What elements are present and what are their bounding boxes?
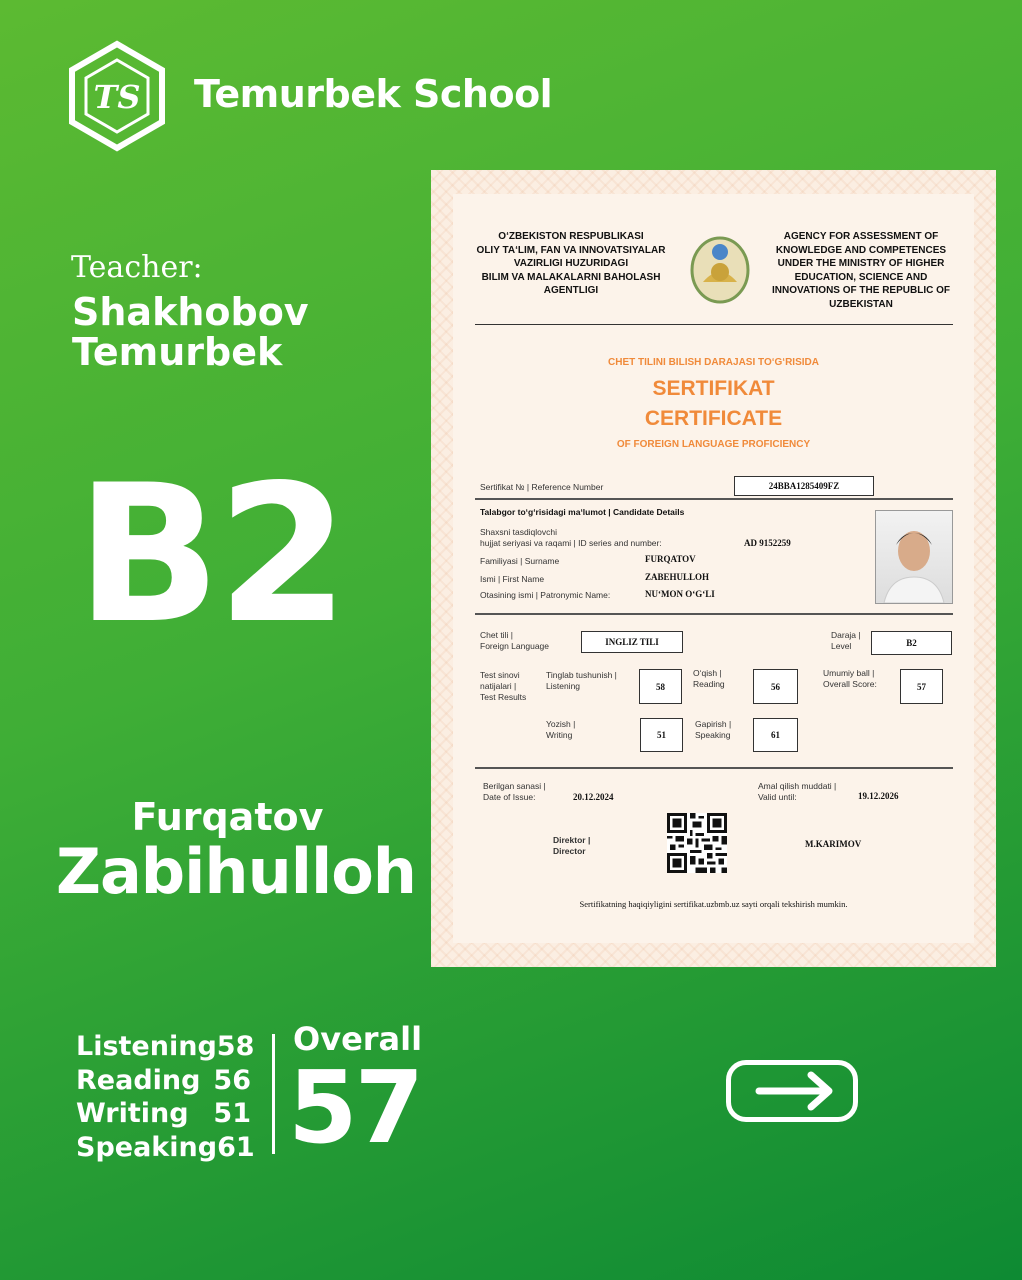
score-value: 51 (213, 1098, 251, 1129)
director-label: Direktor | Director (553, 835, 591, 856)
student-first-name: Furqatov (131, 795, 324, 839)
score-divider (272, 1034, 275, 1154)
student-last-name: Zabihulloh (56, 835, 416, 908)
divider (475, 498, 953, 500)
reference-number: 24BBA1285409FZ (734, 476, 874, 496)
teacher-first-name: Shakhobov (72, 290, 309, 334)
score-label: Reading (76, 1064, 201, 1096)
language-value: INGLIZ TILI (581, 631, 683, 653)
header-right: AGENCY FOR ASSESSMENT OF KNOWLEDGE AND COMPETENCES UNDER THE MINISTRY OF HIGHER EDUCATION, SCIENCE AND INNOVATIONS OF THE REPUBLIC OF UZBEKISTAN (772, 231, 950, 310)
next-button[interactable] (726, 1060, 858, 1122)
teacher-label: Teacher: (71, 250, 203, 285)
language-label: Foreign Language (480, 641, 550, 651)
teacher-name (72, 292, 309, 372)
issue-label: Berilgan sanasi | Date of Issue: (483, 781, 546, 802)
overall-score-label: Umumiy ball | Overall Score: (823, 668, 877, 689)
level-badge: B2 (76, 444, 346, 665)
score-row (76, 1064, 251, 1098)
director-name: M.KARIMOV (805, 839, 862, 849)
issue-value: 20.12.2024 (573, 792, 614, 802)
score-value: 58 (216, 1031, 255, 1062)
candidate-heading: Talabgor to‘g‘risidagi ma‘lumot | Candidate Details (480, 507, 685, 517)
patronymic-label: Otasining ismi | Patronymic Name: (480, 590, 611, 600)
qr-code-icon (667, 813, 727, 873)
certificate-subtitle-bottom: OF FOREIGN LANGUAGE PROFICIENCY (616, 439, 811, 450)
surname-label: Familiyasi | Surname (480, 556, 560, 566)
teacher-last-name: Temurbek (72, 330, 283, 374)
level-label: Level (831, 641, 852, 651)
score-value: 61 (217, 1131, 255, 1163)
certificate-subtitle-top: CHET TILINI BILISH DARAJASI TO‘G‘RISIDA (608, 357, 819, 368)
valid-value: 19.12.2026 (858, 791, 899, 801)
first-name-label: Ismi | First Name (480, 574, 545, 584)
divider (475, 324, 953, 325)
id-label: hujjat seriyasi va raqami | ID series and number: (480, 538, 662, 548)
reading-label: O‘qish | Reading (693, 668, 725, 689)
level-label: Daraja | (831, 630, 861, 640)
certificate-title-en: CERTIFICATE (644, 407, 783, 430)
emblem-icon (689, 232, 751, 304)
listening-score: 58 (639, 669, 682, 704)
overall-value: 57 (288, 1049, 422, 1166)
ts-logo-icon (66, 40, 168, 152)
writing-label: Yozish | Writing (546, 719, 576, 740)
level-value: B2 (871, 631, 952, 655)
listening-label: Tinglab tushunish | Listening (546, 670, 617, 691)
score-label: Speaking (76, 1131, 218, 1163)
results-label: Test sinovi natijalari | Test Results (480, 670, 527, 702)
reading-score: 56 (753, 669, 798, 704)
divider (475, 613, 953, 615)
reference-label: Sertifikat № | Reference Number (480, 482, 604, 492)
id-value: AD 9152259 (744, 538, 791, 548)
score-list (76, 1030, 255, 1164)
score-row (76, 1097, 251, 1131)
overall-label: Overall (293, 1020, 423, 1058)
svg-text:TS: TS (93, 78, 141, 116)
certificate-title-uz: SERTIFIKAT (652, 377, 775, 400)
language-label: Chet tili | (480, 630, 513, 640)
candidate-photo (875, 510, 953, 604)
speaking-score: 61 (753, 718, 798, 752)
score-value: 56 (213, 1064, 251, 1096)
header-left: O‘ZBEKISTON RESPUBLIKASI OLIY TA‘LIM, FAN VA INNOVATSIYALAR VAZIRLIGI HUZURIDAGI BILIM VA MALAKALARNI BAHOLASH AGENTLIGI (476, 231, 666, 296)
score-label: Listening (76, 1031, 217, 1062)
writing-score: 51 (640, 718, 683, 752)
brand-name: Temurbek School (194, 72, 553, 116)
divider (475, 767, 953, 769)
id-label: Shaxsni tasdiqlovchi (480, 527, 558, 537)
score-label: Writing (76, 1098, 189, 1129)
valid-label: Amal qilish muddati | Valid until: (758, 781, 837, 802)
first-name-value: ZABEHULLOH (645, 572, 710, 582)
score-row (76, 1030, 255, 1064)
score-row (76, 1131, 255, 1165)
patronymic-value: NU‘MON O‘G‘LI (645, 589, 715, 599)
certificate-footer: Sertifikatning haqiqiyligini sertifikat.uzbmb.uz sayti orqali tekshirish mumkin. (579, 899, 848, 909)
arrow-right-icon (731, 1065, 853, 1117)
speaking-label: Gapirish | Speaking (695, 719, 732, 740)
overall-score: 57 (900, 669, 943, 704)
surname-value: FURQATOV (645, 554, 696, 564)
certificate-image (431, 170, 996, 967)
